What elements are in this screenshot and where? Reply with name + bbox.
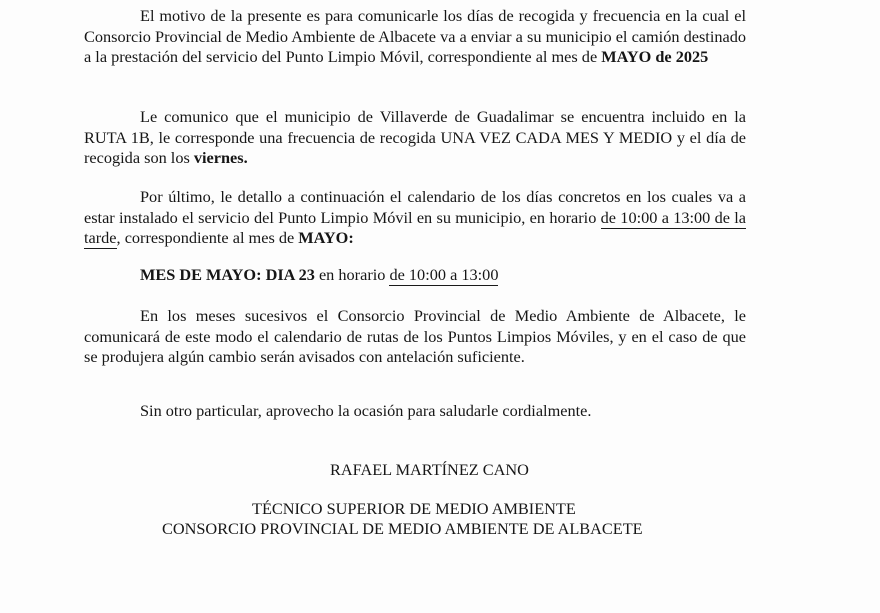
paragraph-closing: Sin otro particular, aprovecho la ocasión para saludarle cordialmente. [140, 401, 592, 420]
paragraph-calendar-detail [84, 187, 746, 249]
month-year-bold: MAYO de 2025 [601, 47, 709, 66]
paragraph-calendar-detail-text: Por último, le detallo a continuación el calendario de los días concretos en los cuales va a estar instalado el servicio del Punto Limpio Móvil en su municipio, en horario [84, 187, 746, 227]
paragraph-collection-notice [84, 6, 746, 68]
collection-day-bold: viernes. [193, 148, 248, 167]
month-bold: MAYO: [298, 228, 354, 247]
schedule-line-text: en horario [314, 265, 390, 284]
signatory-title: TÉCNICO SUPERIOR DE MEDIO AMBIENTE [252, 499, 576, 518]
paragraph-future-months: En los meses sucesivos el Consorcio Provincial de Medio Ambiente de Albacete, le comunicará de este modo el calendario de rutas de los Puntos Limpios Móviles, y en el caso de que se produjera algún cambio serán avisados con antelación suficiente. [84, 306, 746, 366]
schedule-date-bold: MES DE MAYO: DIA 23 [140, 265, 315, 284]
paragraph-route-frequency-text: Le comunico que el municipio de Villaverde de Guadalimar se encuentra incluido en la RUTA 1B, le corresponde una frecuencia de recogida UNA VEZ CADA MES Y MEDIO y el día de recogida son los [84, 107, 746, 167]
schedule-hours-underlined: de 10:00 a 13:00 [389, 265, 499, 284]
paragraph-collection-notice-text: El motivo de la presente es para comunicarle los días de recogida y frecuencia en la cual el Consorcio Provincial de Medio Ambiente de Albacete va a enviar a su municipio el camión destinado a la prestación del servicio del Punto Limpio Móvil, correspondiente al mes de [84, 6, 746, 66]
signatory-organization: CONSORCIO PROVINCIAL DE MEDIO AMBIENTE DE ALBACETE [162, 519, 643, 538]
schedule-line [140, 265, 498, 286]
paragraph-calendar-detail-text-b: , correspondiente al mes de [116, 228, 299, 247]
signatory-name: RAFAEL MARTÍNEZ CANO [330, 460, 529, 479]
hours-underlined: de 10:00 a 13:00 de la tarde [84, 207, 747, 247]
paragraph-route-frequency [84, 107, 746, 169]
